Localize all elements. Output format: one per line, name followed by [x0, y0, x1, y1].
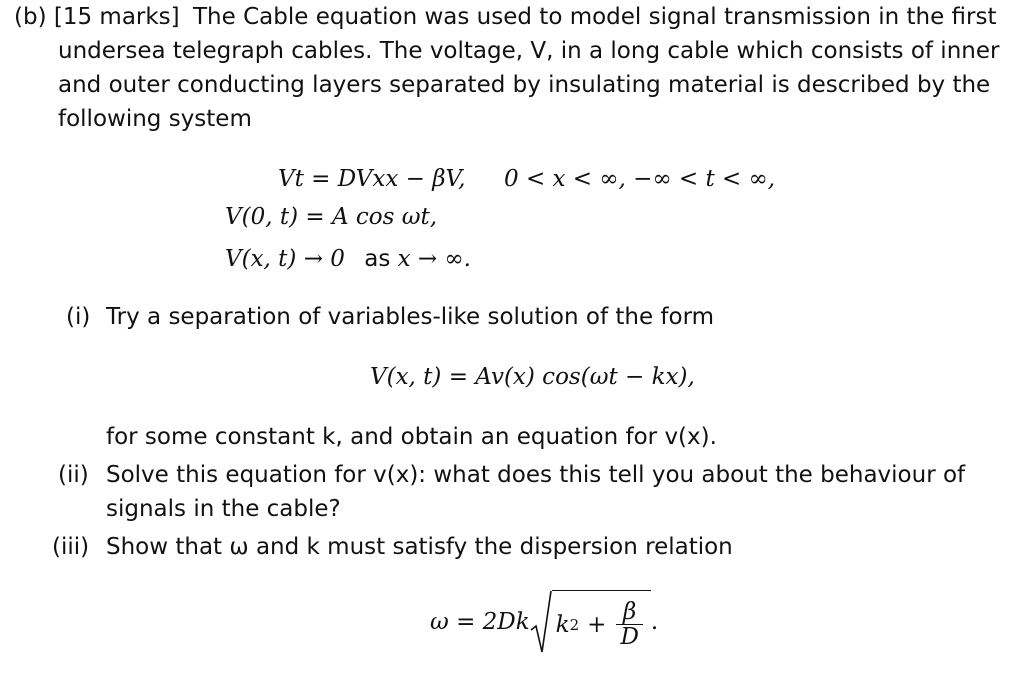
part-marks: [15 marks]: [53, 4, 180, 30]
item-iii-label: (iii): [52, 534, 90, 560]
intro-line-2-text: undersea telegraph cables. The voltage, V, in a long cable which consists of inner: [58, 38, 1000, 64]
radicand: [552, 590, 651, 654]
fraction-denominator: D: [620, 624, 639, 650]
item-ii-label: (ii): [58, 462, 89, 488]
system-eq1-domain: 0 < x < ∞, −∞ < t < ∞,: [504, 166, 776, 192]
intro-line-4: following system: [58, 106, 252, 132]
system-eq3-line: [225, 246, 471, 272]
square-root: [530, 590, 651, 654]
intro-line-3: and outer conducting layers separated by insulating material is described by the: [58, 72, 991, 98]
system-eq2: V(0, t) = A cos ωt,: [225, 204, 438, 230]
radicand-plus: +: [587, 611, 607, 638]
item-iii-text: Show that ω and k must satisfy the dispersion relation: [106, 534, 733, 560]
part-letter: (b): [14, 4, 47, 30]
item-i-equation: V(x, t) = Av(x) cos(ωt − kx),: [370, 364, 695, 390]
part-label: [14, 4, 180, 30]
system-eq3: V(x, t) → 0: [225, 246, 345, 272]
dispersion-relation: [430, 590, 658, 654]
system-eq3-limit: x → ∞.: [397, 246, 471, 272]
system-eq1: Vt = DVxx − βV,: [278, 166, 466, 192]
dispersion-lhs: ω = 2Dk: [430, 609, 530, 635]
system-eq3-as: as: [364, 246, 391, 272]
item-i-text: Try a separation of variables-like solution of the form: [106, 304, 715, 330]
item-ii-text-cont: signals in the cable?: [106, 496, 341, 522]
item-i-label: (i): [66, 304, 91, 330]
item-i-followup: for some constant k, and obtain an equation for v(x).: [106, 424, 717, 450]
radicand-exponent: 2: [569, 615, 580, 634]
radical-sign-icon: [530, 590, 552, 654]
item-ii-text: Solve this equation for v(x): what does this tell you about the behaviour of: [106, 462, 966, 488]
beta-over-d-fraction: [616, 600, 642, 649]
radicand-k: k: [555, 611, 570, 638]
intro-line-2: [58, 38, 999, 64]
dispersion-end: .: [650, 609, 659, 635]
fraction-numerator: β: [616, 600, 642, 625]
intro-line-1: The Cable equation was used to model signal transmission in the first: [193, 4, 997, 30]
